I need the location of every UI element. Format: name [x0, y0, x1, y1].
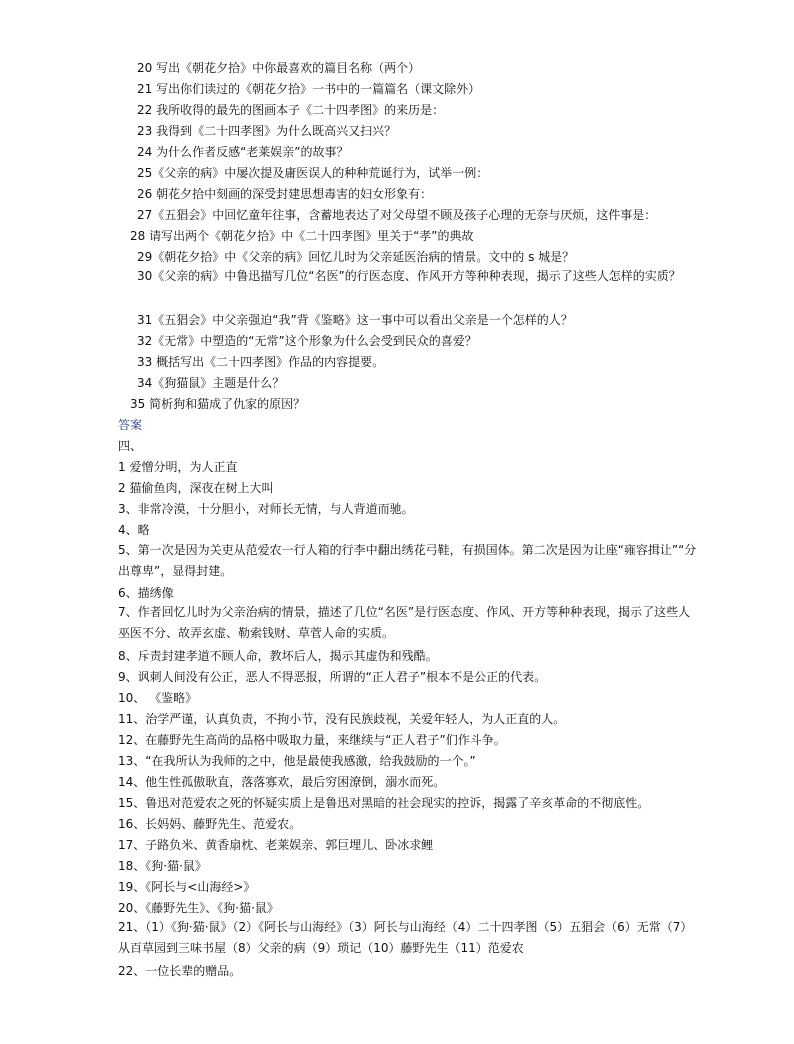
question-23: 23 我得到《二十四孝图》为什么既高兴又扫兴？ [137, 124, 397, 138]
answer-7: 7、作者回忆儿时为父亲治病的情景，描述了几位“名医”是行医态度、作风、开方等种种表现，揭示了这些人巫医不分、故弄玄虚、勒索钱财、草菅人命的实质。 [118, 605, 691, 640]
answers-title: 答案 [118, 418, 143, 432]
answer-20: 20、《藤野先生》、《狗·猫·鼠》 [118, 901, 279, 915]
question-21: 21 写出你们读过的《朝花夕拾》一书中的一篇篇名（课文除外） [137, 82, 481, 96]
answer-22: 22、一位长辈的赠品。 [118, 964, 242, 978]
answer-5: 5、第一次是因为关吏从范爱农一行人箱的行李中翻出绣花弓鞋，有损国体。第二次是因为让座“雍容揖让”“分出尊卑”，显得封建。 [118, 543, 697, 578]
answer-9: 9、讽刺人间没有公正，恶人不得恶报，所谓的“正人君子”根本不是公正的代表。 [118, 670, 547, 684]
answer-3: 3、非常冷漠，十分胆小，对师长无情，与人背道而驰。 [118, 502, 414, 516]
question-32: 32《无常》中塑造的“无常”这个形象为什么会受到民众的喜爱？ [137, 334, 477, 348]
question-30: 30《父亲的病》中鲁迅描写几位“名医”的行医态度、作风开方等种种表现，揭示了这些人怎样的实质？ [137, 269, 681, 283]
answer-11: 11、治学严谨，认真负责，不拘小节，没有民族歧视，关爱年轻人，为人正直的人。 [118, 712, 566, 726]
answer-6: 6、描绣像 [118, 586, 174, 600]
question-20: 20 写出《朝花夕拾》中你最喜欢的篇目名称（两个） [137, 61, 421, 75]
answer-10: 10、 《鉴略》 [118, 691, 198, 705]
question-27: 27《五猖会》中回忆童年往事，含蓄地表达了对父母望不顾及孩子心理的无奈与厌烦，这件事是： [137, 208, 657, 222]
question-31: 31《五猖会》中父亲强迫“我”背《鉴略》这一事中可以看出父亲是一个怎样的人？ [137, 313, 573, 327]
answer-15: 15、鲁迅对范爱农之死的怀疑实质上是鲁迅对黑暗的社会现实的控诉，揭露了辛亥革命的不彻底性。 [118, 796, 650, 810]
answer-12: 12、在藤野先生高尚的品格中吸取力量，来继续与“正人君子”们作斗争。 [118, 733, 506, 747]
answer-13: 13、“在我所认为我师的之中，他是最使我感激，给我鼓励的一个。” [118, 754, 476, 768]
answer-18: 18、《狗·猫·鼠》 [118, 859, 207, 873]
answer-8: 8、斥责封建孝道不顾人命，教坏后人，揭示其虚伪和残酷。 [118, 649, 438, 663]
question-33: 33 概括写出《二十四孝图》作品的内容提要。 [137, 355, 385, 369]
answer-19: 19、《阿长与<山海经>》 [118, 880, 256, 894]
question-34: 34《狗猫鼠》主题是什么？ [137, 376, 285, 390]
question-26: 26 朝花夕拾中刻画的深受封建思想毒害的妇女形象有： [137, 187, 433, 201]
question-22: 22 我所收得的最先的图画本子《二十四孝图》的来历是： [137, 103, 445, 117]
answer-2: 2 猫偷鱼肉，深夜在树上大叫 [118, 481, 274, 495]
answer-14: 14、他生性孤傲耿直，落落寡欢，最后穷困潦倒，溺水而死。 [118, 775, 446, 789]
question-29: 29《朝花夕拾》中《父亲的病》回忆儿时为父亲延医治病的情景。文中的 s 城是？ [137, 250, 575, 264]
answer-21: 21、（1）《狗·猫·鼠》（2）《阿长与山海经》（3）阿长与山海经（4）二十四孝图（5）五猖会（6）无常（7）从百草园到三味书屋（8）父亲的病（9）琐记（10）藤野先生（11）范爱农 [118, 920, 693, 955]
answer-16: 16、长妈妈、藤野先生、范爱农。 [118, 817, 302, 831]
section-heading: 四、 [118, 439, 143, 453]
answer-1: 1 爱憎分明，为人正直 [118, 460, 238, 474]
answer-4: 4、略 [118, 523, 150, 537]
question-25: 25《父亲的病》中屡次提及庸医误人的种种荒诞行为，试举一例： [137, 166, 489, 180]
question-24: 24 为什么作者反感“老莱娱亲”的故事？ [137, 145, 349, 159]
question-28: 28 请写出两个《朝花夕拾》中《二十四孝图》里关于“孝”的典故 [130, 229, 474, 243]
question-35: 35 简析狗和猫成了仇家的原因？ [130, 397, 306, 411]
answer-17: 17、子路负米、黄香扇枕、老莱娱亲、郭巨埋儿、卧冰求鲤 [118, 838, 434, 852]
